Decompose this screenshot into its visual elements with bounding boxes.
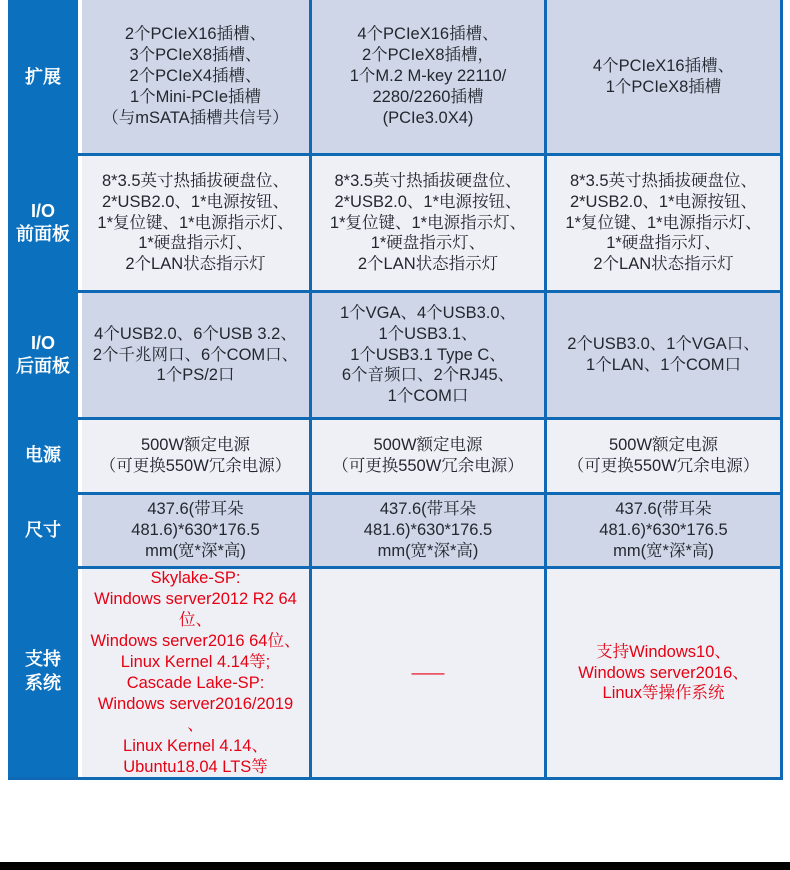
cell-io-rear-product2: 1个VGA、4个USB3.0、 1个USB3.1、 1个USB3.1 Type C、 6个音频口、2个RJ45、 1个COM口 bbox=[312, 293, 544, 417]
row-label-io-rear-panel: I/O 后面板 bbox=[8, 290, 78, 420]
row-label-expansion: 扩展 bbox=[8, 0, 78, 156]
cell-power-product2: 500W额定电源 （可更换550W冗余电源） bbox=[312, 420, 544, 492]
cell-expansion-product3: 4个PCIeX16插槽、 1个PCIeX8插槽 bbox=[547, 0, 780, 153]
cell-io-front-product1: 8*3.5英寸热插拔硬盘位、 2*USB2.0、1*电源按钮、 1*复位键、1*电源指示灯、 1*硬盘指示灯、 2个LAN状态指示灯 bbox=[78, 156, 309, 290]
cell-dimensions-product1: 437.6(带耳朵481.6)*630*176.5 mm(宽*深*高) bbox=[78, 495, 309, 566]
row-label-supported-os: 支持 系统 bbox=[8, 566, 78, 777]
cell-io-front-product3: 8*3.5英寸热插拔硬盘位、 2*USB2.0、1*电源按钮、 1*复位键、1*电源指示灯、 1*硬盘指示灯、 2个LAN状态指示灯 bbox=[547, 156, 780, 290]
cell-io-rear-product1: 4个USB2.0、6个USB 3.2、 2个千兆网口、6个COM口、 1个PS/2口 bbox=[78, 293, 309, 417]
bottom-black-bar bbox=[0, 862, 790, 870]
cell-power-product3: 500W额定电源 （可更换550W冗余电源） bbox=[547, 420, 780, 492]
cell-power-product1: 500W额定电源 （可更换550W冗余电源） bbox=[78, 420, 309, 492]
cell-expansion-product2: 4个PCIeX16插槽、 2个PCIeX8插槽， 1个M.2 M-key 22110/ 2280/2260插槽 (PCIe3.0X4) bbox=[312, 0, 544, 153]
row-label-dimensions: 尺寸 bbox=[8, 492, 78, 569]
cell-dimensions-product2: 437.6(带耳朵481.6)*630*176.5 mm(宽*深*高) bbox=[312, 495, 544, 566]
cell-supported-os-product2: —— bbox=[312, 569, 544, 777]
cell-expansion-product1: 2个PCIeX16插槽、 3个PCIeX8插槽、 2个PCIeX4插槽、 1个Mini-PCIe插槽 （与mSATA插槽共信号） bbox=[78, 0, 309, 153]
cell-io-rear-product3: 2个USB3.0、1个VGA口、 1个LAN、1个COM口 bbox=[547, 293, 780, 417]
cell-dimensions-product3: 437.6(带耳朵481.6)*630*176.5 mm(宽*深*高) bbox=[547, 495, 780, 566]
row-label-io-front-panel: I/O 前面板 bbox=[8, 153, 78, 293]
cell-supported-os-product1: Skylake-SP: Windows server2012 R2 64位、 Windows server2016 64位、 Linux Kernel 4.14等; Cascade Lake-SP: Windows server2016/2019 、 Linux Kernel 4.14、 Ubuntu18.04 LTS等 bbox=[78, 569, 309, 777]
row-label-power: 电源 bbox=[8, 417, 78, 495]
cell-supported-os-product3: 支持Windows10、 Windows server2016、 Linux等操作系统 bbox=[547, 569, 780, 777]
spec-comparison-table bbox=[8, 0, 783, 780]
cell-io-front-product2: 8*3.5英寸热插拔硬盘位、 2*USB2.0、1*电源按钮、 1*复位键、1*电源指示灯、 1*硬盘指示灯、 2个LAN状态指示灯 bbox=[312, 156, 544, 290]
